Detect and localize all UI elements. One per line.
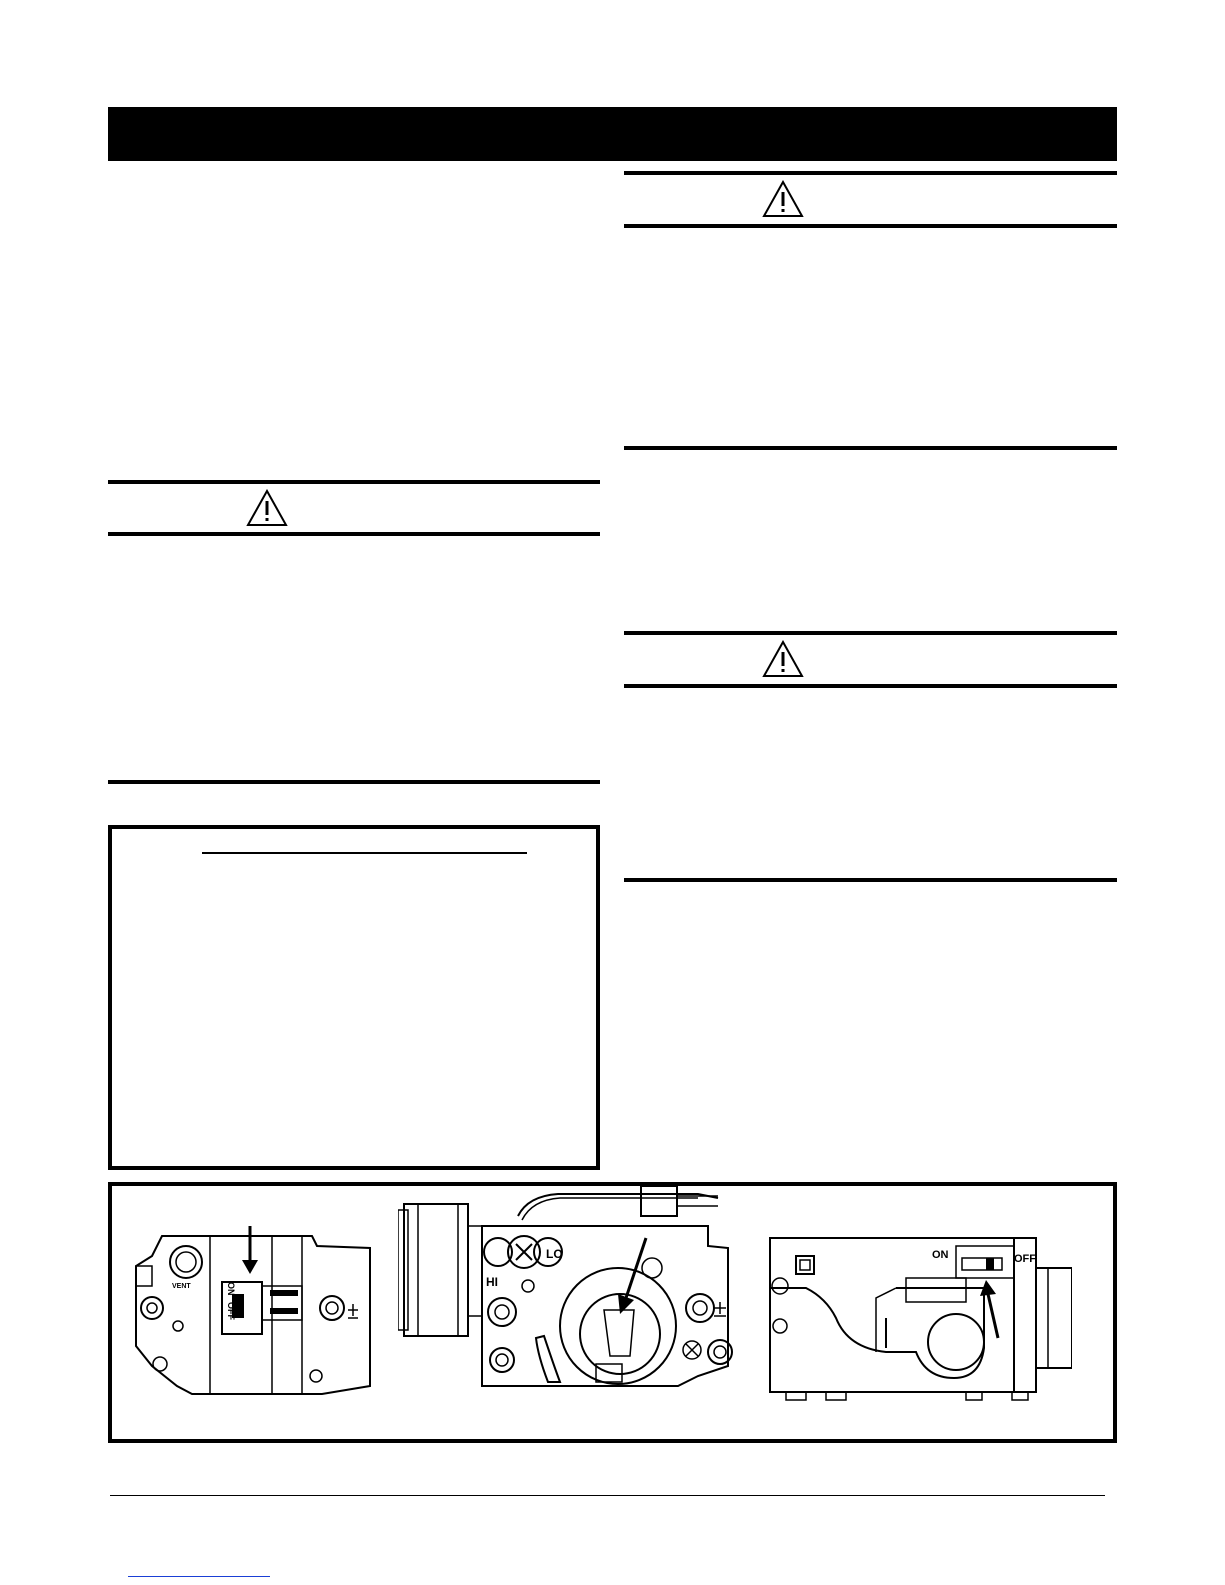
section-end-rule-left	[108, 780, 600, 784]
gas-valve-illustration-c	[766, 1228, 1072, 1406]
notice-box	[108, 825, 600, 1170]
valve-c-off-label: OFF	[1014, 1253, 1036, 1265]
warning-top-rule-left	[108, 480, 600, 484]
warning-top-rule-right-1	[624, 171, 1117, 175]
valve-c-on-label: ON	[932, 1249, 949, 1261]
warning-icon	[762, 640, 804, 678]
warning-bottom-rule-left	[108, 532, 600, 536]
valve-a-switch-on-label: ON	[226, 1282, 236, 1296]
warning-icon	[246, 489, 288, 527]
warning-icon	[762, 180, 804, 218]
warning-top-rule-right-2	[624, 631, 1117, 635]
warning-bottom-rule-right-1	[624, 224, 1117, 228]
section-end-rule-right-2	[624, 878, 1117, 882]
valve-a-vent-label: VENT	[172, 1283, 191, 1290]
notice-box-title-rule	[202, 852, 527, 854]
section-header-bar	[108, 107, 1117, 161]
section-end-rule-right-1	[624, 446, 1117, 450]
footer-link-underline[interactable]	[128, 1576, 270, 1577]
footer-rule	[110, 1495, 1105, 1496]
gas-valve-illustration-a	[122, 1226, 384, 1406]
valve-a-switch-off-label: OFF	[226, 1302, 236, 1320]
gas-valve-illustration-b	[398, 1186, 748, 1408]
warning-bottom-rule-right-2	[624, 684, 1117, 688]
valve-b-hi-label: HI	[486, 1275, 498, 1289]
valve-b-lo-label: LO	[546, 1247, 563, 1261]
